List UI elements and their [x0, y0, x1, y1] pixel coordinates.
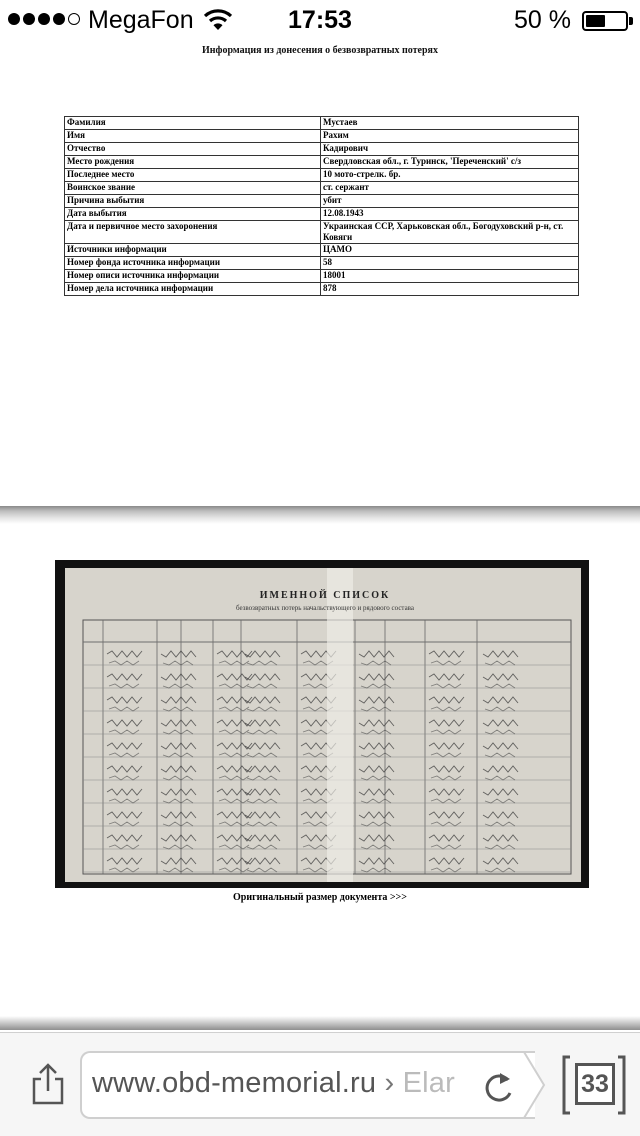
row-value: Кадирович — [321, 143, 579, 156]
row-label: Дата выбытия — [65, 208, 321, 221]
share-icon — [28, 1063, 68, 1107]
reload-icon — [480, 1067, 516, 1107]
battery-percentage: 50 % — [514, 6, 571, 34]
row-value: 18001 — [321, 270, 579, 283]
row-value: 878 — [321, 283, 579, 296]
scan-tape-strip — [327, 568, 353, 882]
row-value: Мустаев — [321, 117, 579, 130]
battery-icon — [582, 11, 628, 31]
row-label: Фамилия — [65, 117, 321, 130]
loss-report-table — [64, 116, 579, 296]
row-label: Номер описи источника информации — [65, 270, 321, 283]
row-label: Последнее место — [65, 169, 321, 182]
table-row — [65, 283, 579, 296]
row-label: Место рождения — [65, 156, 321, 169]
battery-level — [586, 15, 605, 27]
row-label: Отчество — [65, 143, 321, 156]
table-row — [65, 221, 579, 244]
row-label: Воинское звание — [65, 182, 321, 195]
table-row — [65, 169, 579, 182]
table-row — [65, 208, 579, 221]
reload-button[interactable] — [480, 1067, 516, 1112]
table-row — [65, 270, 579, 283]
browser-toolbar — [0, 1032, 640, 1136]
url-domain: www.obd-memorial.ru — [92, 1067, 377, 1099]
scan-grid-lines — [65, 568, 581, 882]
scan-paper — [65, 568, 581, 882]
battery-tip — [629, 17, 633, 25]
status-bar — [0, 0, 640, 40]
row-value: 58 — [321, 257, 579, 270]
row-value: Рахим — [321, 130, 579, 143]
table-row — [65, 195, 579, 208]
table-row — [65, 182, 579, 195]
document-scan-image[interactable] — [55, 560, 589, 888]
table-row — [65, 156, 579, 169]
scan-header: ИМЕННОЙ СПИСОК — [259, 590, 391, 601]
url-separator: › — [384, 1067, 395, 1099]
table-row — [65, 130, 579, 143]
url-tail: Elar — [402, 1067, 455, 1099]
row-value: Свердловская обл., г. Туринск, 'Переченский' с/з — [321, 156, 579, 169]
original-size-link[interactable]: Оригинальный размер документа >>> — [233, 892, 407, 903]
row-label: Номер фонда источника информации — [65, 257, 321, 270]
section-divider — [0, 1016, 640, 1030]
row-value: 10 мото-стрелк. бр. — [321, 169, 579, 182]
report-title: Информация из донесения о безвозвратных потерях — [202, 45, 438, 56]
url-field[interactable] — [80, 1051, 535, 1119]
scan-subheader: безвозвратных потерь начальствующего и рядового состава — [236, 604, 414, 612]
row-label: Дата и первичное место захоронения — [65, 221, 321, 244]
table-row — [65, 244, 579, 257]
clock: 17:53 — [288, 6, 352, 34]
url-field-arrow — [520, 1051, 546, 1119]
row-value: Украинская ССР, Харьковская обл., Богодуховский р-н, ст. Ковяги — [321, 221, 579, 244]
table-row — [65, 117, 579, 130]
row-value: убит — [321, 195, 579, 208]
carrier-name: MegaFon — [88, 6, 194, 34]
row-label: Номер дела источника информации — [65, 283, 321, 296]
row-value: ЦАМО — [321, 244, 579, 257]
share-button[interactable] — [28, 1063, 68, 1107]
tab-count: 33 — [575, 1063, 615, 1105]
table-row — [65, 257, 579, 270]
section-divider — [0, 506, 640, 524]
row-value: 12.08.1943 — [321, 208, 579, 221]
row-label: Имя — [65, 130, 321, 143]
tabs-button[interactable] — [562, 1053, 626, 1117]
row-value: ст. сержант — [321, 182, 579, 195]
row-label: Причина выбытия — [65, 195, 321, 208]
row-label: Источники информации — [65, 244, 321, 257]
url-text — [92, 1067, 472, 1100]
table-row — [65, 143, 579, 156]
